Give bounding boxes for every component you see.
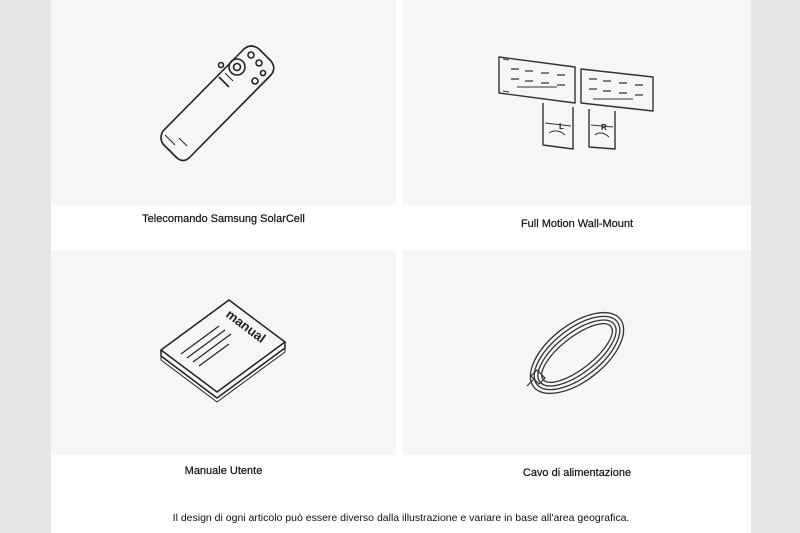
item-card-wall-mount — [403, 0, 751, 230]
item-label: Cavo di alimentazione — [522, 467, 632, 479]
item-label: Telecomando Samsung SolarCell — [142, 213, 305, 225]
svg-text:L: L — [559, 121, 564, 131]
item-label: Manuale Utente — [184, 465, 263, 477]
item-card-cable — [403, 250, 751, 479]
item-card-manual — [51, 250, 396, 477]
manual-icon — [159, 298, 289, 408]
item-label: Full Motion Wall-Mount — [520, 218, 634, 230]
accessories-panel — [51, 0, 751, 533]
manual-cover-text: manual — [222, 305, 269, 346]
footnote: Il design di ogni articolo può essere diverso dalla illustrazione e variare in base all'area geografica. — [172, 512, 630, 524]
svg-text:R: R — [601, 122, 607, 132]
power-cable-icon — [517, 298, 637, 408]
wall-mount-icon — [497, 53, 657, 153]
item-card-remote — [51, 0, 396, 225]
remote-control-icon — [159, 43, 289, 163]
